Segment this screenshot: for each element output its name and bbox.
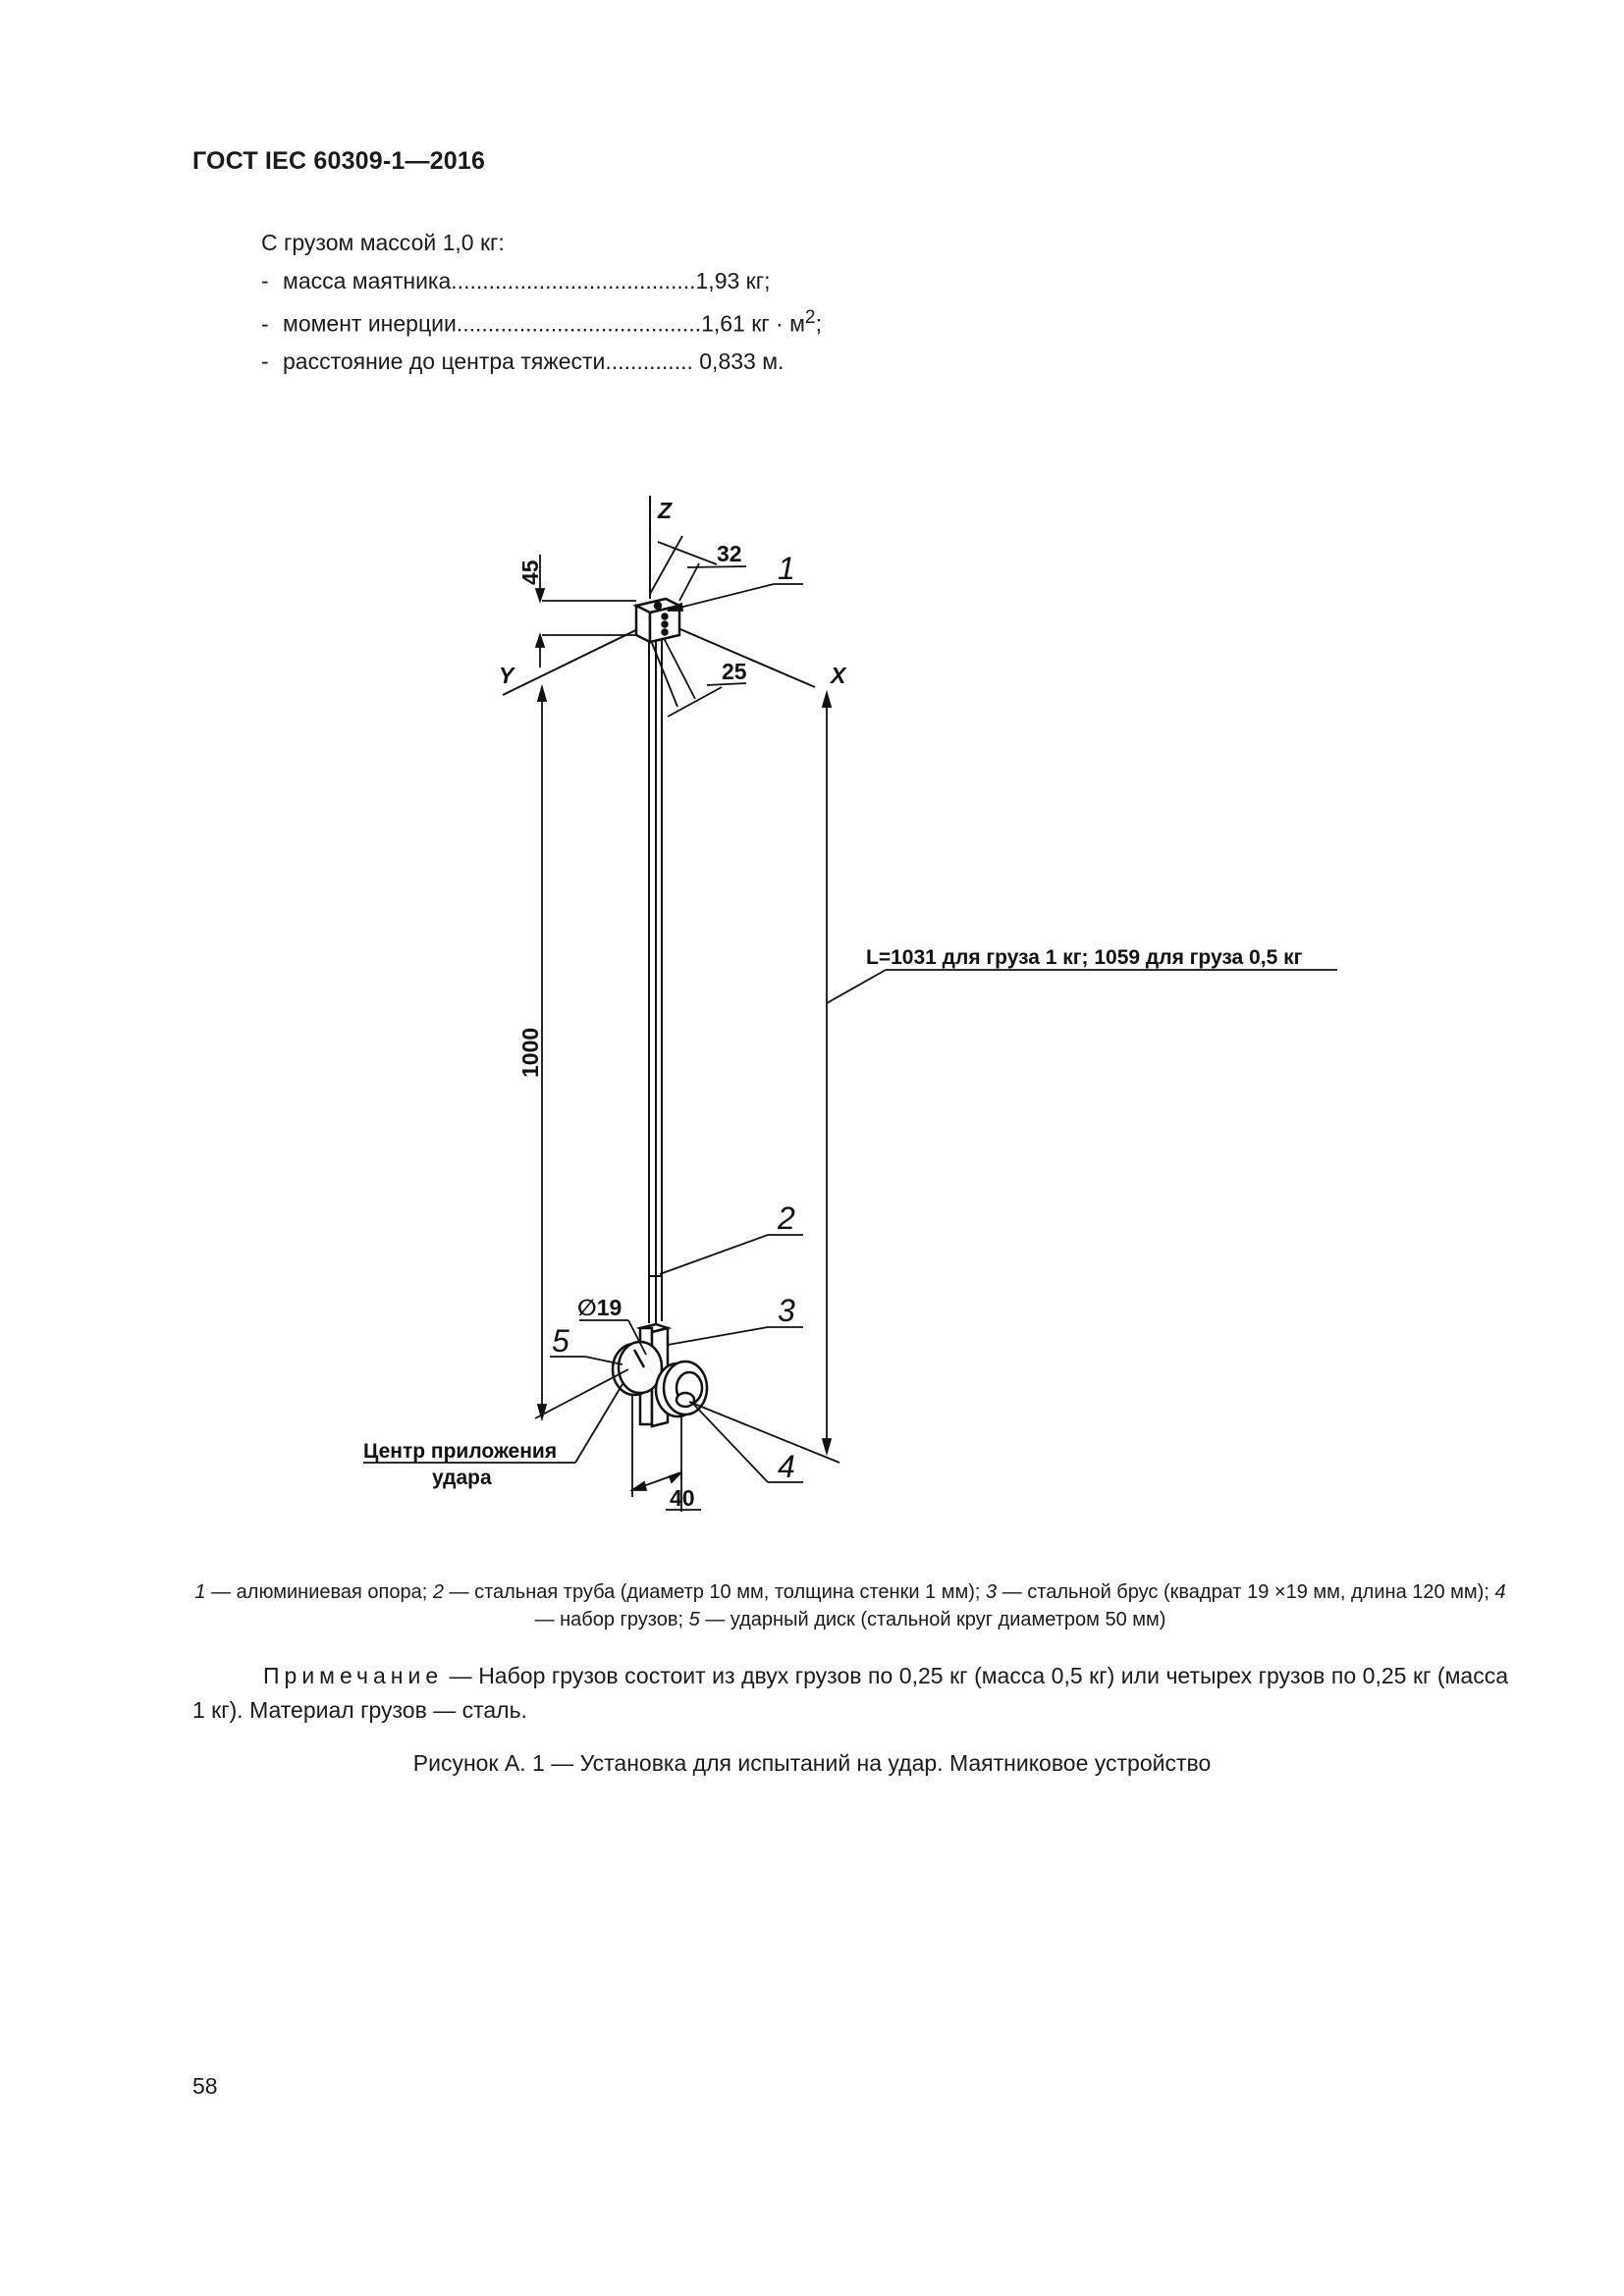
legend-text-3: — стальной брус (квадрат 19 ×19 мм, длина 120 мм); <box>997 1581 1495 1603</box>
dot-leader: ....................................... <box>451 267 696 294</box>
document-header: ГОСТ IEC 60309-1—2016 <box>192 147 486 175</box>
dimension-45-label: 45 <box>517 560 543 585</box>
callout-4: 4 <box>778 1449 795 1484</box>
dot-leader: .............. <box>605 348 693 375</box>
callout-1: 1 <box>778 551 795 586</box>
legend-text-2: — стальная труба (диаметр 10 мм, толщина стенки 1 мм); <box>443 1581 987 1603</box>
dimension-45 <box>536 555 636 667</box>
list-dash: - <box>261 267 269 294</box>
callout-5: 5 <box>552 1323 569 1359</box>
legend-num-2: 2 <box>432 1581 444 1603</box>
axis-z-label: Z <box>658 498 673 523</box>
dimension-diameter-label: ∅19 <box>577 1295 623 1320</box>
note-label: Примечание <box>263 1663 444 1688</box>
legend-num-3: 3 <box>986 1581 998 1603</box>
list-dash: - <box>261 348 269 375</box>
dimension-40-label: 40 <box>670 1485 695 1511</box>
impact-center-label-line1: Центр приложения <box>363 1440 558 1463</box>
callout-leaders <box>363 584 803 1482</box>
item-value: 1,61 кг · м <box>701 310 805 337</box>
dot-leader: ....................................... <box>456 310 702 337</box>
callout-2: 2 <box>778 1201 795 1236</box>
item-label: расстояние до центра тяжести <box>283 348 606 375</box>
legend-num-5: 5 <box>688 1609 700 1630</box>
figure-note <box>192 1659 1508 1728</box>
mass-intro: С грузом массой 1,0 кг: <box>261 230 505 255</box>
dimension-25-label: 25 <box>722 659 747 684</box>
legend-num-4: 4 <box>1494 1581 1506 1603</box>
axis-y-line <box>503 623 650 695</box>
figure-caption: Рисунок А. 1 — Установка для испытаний на удар. Маятниковое устройство <box>412 1750 1212 1776</box>
legend-text-1: — алюминиевая опора; <box>205 1581 433 1603</box>
callout-3: 3 <box>778 1293 795 1328</box>
item-label: момент инерции <box>283 310 457 337</box>
aluminium-support <box>636 599 679 642</box>
figure-legend <box>192 1578 1508 1633</box>
item-value-superscript: 2 <box>804 307 816 328</box>
dimension-32-label: 32 <box>717 541 742 566</box>
item-value: 1,93 кг; <box>695 267 771 294</box>
axis-y-label: Y <box>499 663 514 688</box>
note-text: — Набор грузов состоит из двух грузов по 0,25 кг (масса 0,5 кг) или четырех грузов по 0,25 кг (масса 1 кг). Материал грузов — сталь. <box>192 1663 1508 1723</box>
dimension-l <box>689 693 1337 1463</box>
length-note: L=1031 для груза 1 кг; 1059 для груза 0,5 кг <box>866 946 1303 969</box>
steel-tube <box>649 638 662 1325</box>
item-label: масса маятника <box>283 267 452 294</box>
dimension-1000-label: 1000 <box>517 1027 543 1078</box>
weight-set <box>656 1362 707 1416</box>
item-value-tail: ; <box>815 310 822 337</box>
list-dash: - <box>261 310 269 337</box>
item-value: 0,833 м. <box>692 348 785 375</box>
axis-x-label: X <box>831 663 846 688</box>
legend-text-5: — ударный диск (стальной круг диаметром 50 мм) <box>699 1609 1166 1630</box>
impact-center-label-line2: удара <box>432 1467 492 1489</box>
legend-num-1: 1 <box>194 1581 206 1603</box>
legend-text-4: — набор грузов; <box>534 1609 689 1630</box>
page-number: 58 <box>192 2073 218 2099</box>
